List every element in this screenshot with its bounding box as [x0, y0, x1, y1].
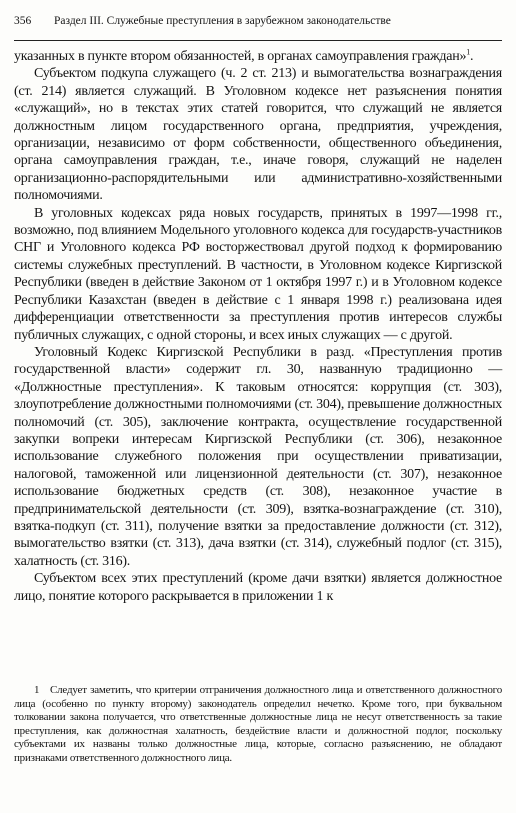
paragraph: Уголовный Кодекс Киргизской Республики в разд. «Преступления против государственной власти» содержит гл. 30, названную традиционно — «Должностные преступления». К таковым относятся: коррупция (ст. 303), злоупотребление должностными полномочиями (ст. 304), превышение должностных полномочий (ст. 305), заключение контракта, осуществление государственной закупки вопреки интересам Киргизской Республики (ст. 306), незаконное использование служебного положения при осуществлении приватизации, налоговой, таможенной или лицензионной деятельности (ст. 307), незаконное использование бюджетных средств (ст. 308), незаконное участие в предпринимательской деятельности (ст. 309), взятка-вознаграждение (ст. 310), взятка-подкуп (ст. 311), получение взятки за предоставление должности (ст. 312), вымогательство взятки (ст. 313), дача взятки (ст. 314), служебный подлог (ст. 315), халатность (ст. 316).	[14, 344, 502, 569]
paragraph: В уголовных кодексах ряда новых государств, принятых в 1997—1998 гг., возможно, под влиянием Модельного уголовного кодекса для государств-участников СНГ и Уголовного кодекса РФ восторжествовал другой подход к формированию системы служебных преступлений. В частности, в Уголовном кодексе Киргизской Республики (введен в действие Законом от 1 октября 1997 г.) и в Уголовном кодексе Республики Казахстан (введен в действие с 1 января 1998 г.) реализована идея дифференциации ответственности за преступления против интересов службы публичных служащих, с одной стороны, и всех иных служащих — с другой.	[14, 205, 502, 343]
footnote-mark: 1	[34, 684, 40, 696]
running-title: Раздел III. Служебные преступления в зарубежном законодательстве	[54, 15, 391, 27]
paragraph-text: указанных в пункте втором обязанностей, в органах самоуправления граждан»	[14, 49, 467, 64]
paragraph-tail: .	[470, 49, 474, 64]
paragraph: Субъектом всех этих преступлений (кроме дачи взятки) является должностное лицо, понятие которого раскрывается в приложении 1 к	[14, 571, 502, 604]
main-text	[14, 48, 502, 605]
header-rule	[14, 40, 502, 41]
footnote-reference: 1	[466, 47, 471, 57]
footnote-text: Следует заметить, что критерии отграничения должностного лица и ответственного должностного лица (особенно по пункту второму) законодатель определил нечетко. Кроме того, при буквальном толковании закона получается, что ответственные должностные лица не несут ответственность за такие преступления, как должностная халатность, бездействие власти и должностной подлог, поскольку субъектами их названы только должностные лица, которые, согласно разъяснению, не обладают признаками ответственного должностного лица.	[14, 684, 502, 764]
footnote	[14, 684, 502, 766]
page-number: 356	[14, 15, 32, 27]
running-head	[14, 10, 500, 32]
paragraph-continuation	[14, 48, 502, 65]
paragraph: Субъектом подкупа служащего (ч. 2 ст. 213) и вымогательства вознаграждения (ст. 214) является служащий. В Уголовном кодексе нет разъяснения понятия «служащий», но в текстах этих статей говорится, что служащий не является должностным лицом государственного органа, предприятия, учреждения, организации, независимо от форм собственности, общественного объединения, органа самоуправления граждан, т.е., иначе говоря, служащий не наделен организационно-распорядительными или административно-хозяйственными полномочиями.	[14, 66, 502, 204]
